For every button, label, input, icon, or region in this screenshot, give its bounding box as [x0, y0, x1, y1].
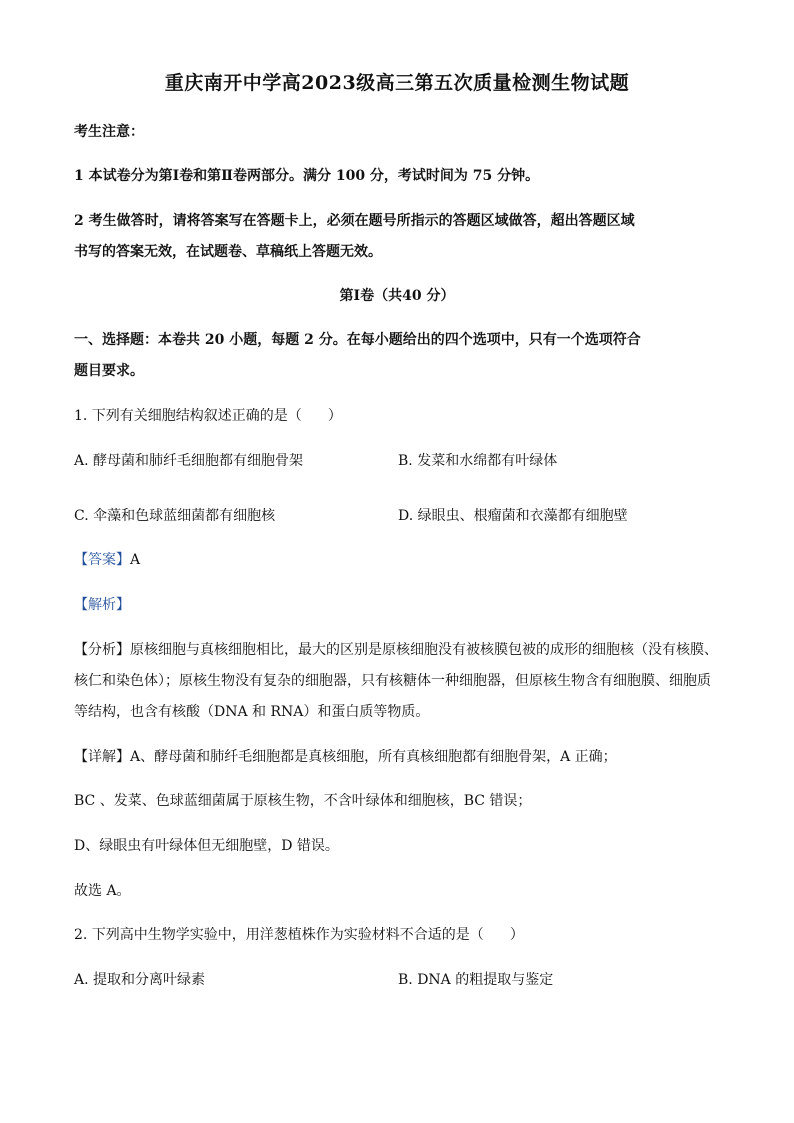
fenxi-line-3: 等结构，也含有核酸（DNA 和 RNA）和蛋白质等物质。: [74, 704, 430, 720]
xiangjie-line-3: D、绿眼虫有叶绿体但无细胞壁，D 错误。: [74, 838, 339, 854]
xiangjie-tag: 【详解】: [74, 749, 130, 765]
page-title: 重庆南开中学高2023级高三第五次质量检测生物试题: [164, 72, 630, 94]
answer-tag: 【答案】: [74, 552, 130, 568]
xiangjie-line-2: BC 、发菜、色球蓝细菌属于原核生物，不含叶绿体和细胞核，BC 错误；: [74, 793, 532, 809]
section-title: 第Ⅰ卷（共40 分）: [339, 288, 455, 304]
section-instruction-1: 一、选择题：本卷共 20 小题，每题 2 分。在每小题给出的四个选项中，只有一个选项符合: [74, 332, 641, 348]
q1-option-d: D. 绿眼虫、根瘤菌和衣藻都有细胞壁: [398, 508, 628, 524]
xiangjie-line-1: [74, 747, 617, 767]
q1-option-b: B. 发菜和水绵都有叶绿体: [398, 453, 558, 469]
fenxi-tag: 【分析】: [74, 642, 130, 658]
section-instruction-2: 题目要求。: [74, 363, 144, 379]
q1-stem-end: ）: [327, 408, 342, 424]
xiangjie-text-1: A、酵母菌和肺纤毛细胞都是真核细胞，所有真核细胞都有细胞骨架，A 正确；: [130, 749, 617, 765]
q2-stem-end: ）: [509, 927, 524, 943]
q2-option-b: B. DNA 的粗提取与鉴定: [398, 972, 554, 988]
fenxi-line-2: 核仁和染色体）；原核生物没有复杂的细胞器，只有核糖体一种细胞器，但原核生物含有细胞膜、细胞质: [74, 673, 711, 689]
q1-answer: [74, 550, 140, 570]
notice-heading: 考生注意：: [74, 124, 144, 140]
notice-item-2: 2 考生做答时，请将答案写在答题卡上，必须在题号所指示的答题区域做答，超出答题区域: [74, 213, 635, 229]
fenxi-line-1: [74, 640, 718, 660]
fenxi-text-1: 原核细胞与真核细胞相比，最大的区别是原核细胞没有被核膜包被的成形的细胞核（没有核膜、: [130, 642, 718, 658]
q2-stem-text: 2. 下列高中生物学实验中，用洋葱植株作为实验材料不合适的是（: [74, 927, 484, 943]
q1-option-c: C. 伞藻和色球蓝细菌都有细胞核: [74, 508, 276, 524]
analysis-tag: 【解析】: [74, 597, 130, 613]
notice-item-2-cont: 书写的答案无效，在试题卷、草稿纸上答题无效。: [74, 244, 382, 260]
q2-stem: [74, 925, 524, 945]
answer-value: A: [130, 552, 141, 568]
q2-option-a: A. 提取和分离叶绿素: [74, 972, 206, 988]
q1-stem-text: 1. 下列有关细胞结构叙述正确的是（: [74, 408, 302, 424]
q1-option-a: A. 酵母菌和肺纤毛细胞都有细胞骨架: [74, 453, 304, 469]
q1-stem: [74, 406, 342, 426]
q1-conclusion: 故选 A。: [74, 883, 131, 899]
notice-item-1: 1 本试卷分为第Ⅰ卷和第Ⅱ卷两部分。满分 100 分，考试时间为 75 分钟。: [74, 168, 540, 184]
